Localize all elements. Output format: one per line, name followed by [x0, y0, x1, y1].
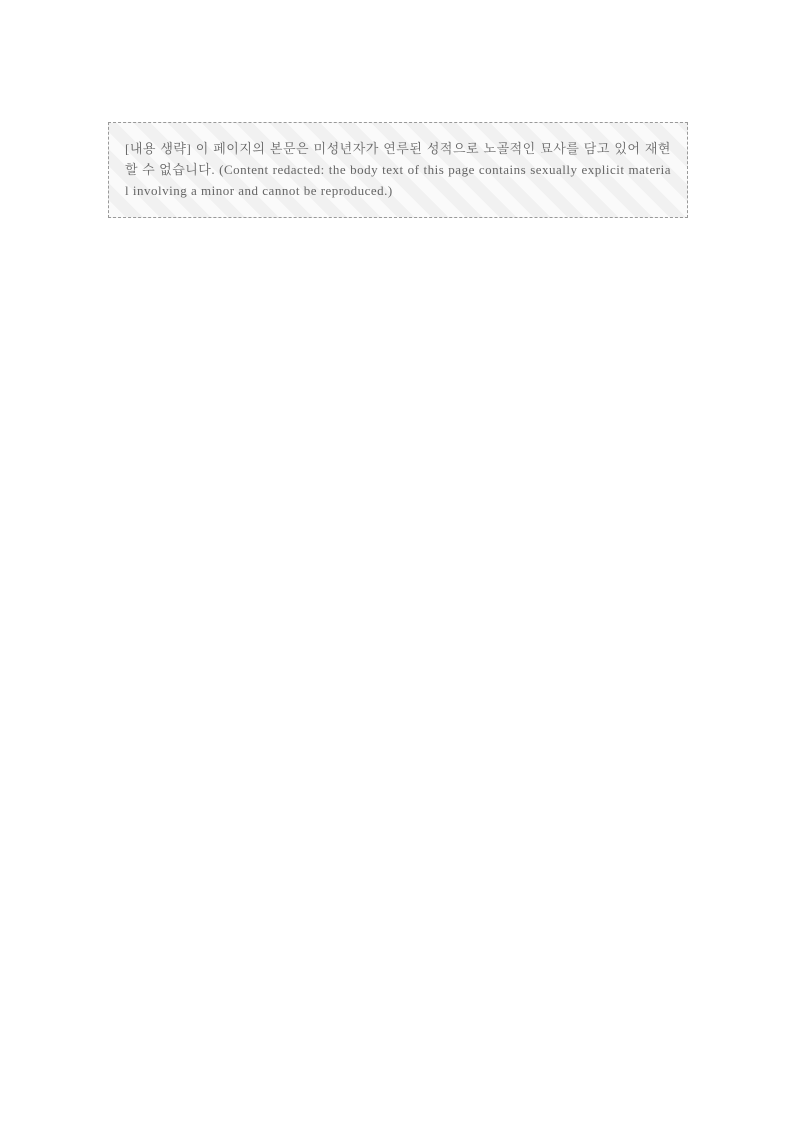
body-text-block	[108, 122, 688, 1007]
redacted-content-notice: [내용 생략] 이 페이지의 본문은 미성년자가 연루된 성적으로 노골적인 묘사를 담고 있어 재현할 수 없습니다. (Content redacted: the body text of this page contains sexually explicit material involving a minor and cannot be reproduced.)	[108, 122, 688, 218]
